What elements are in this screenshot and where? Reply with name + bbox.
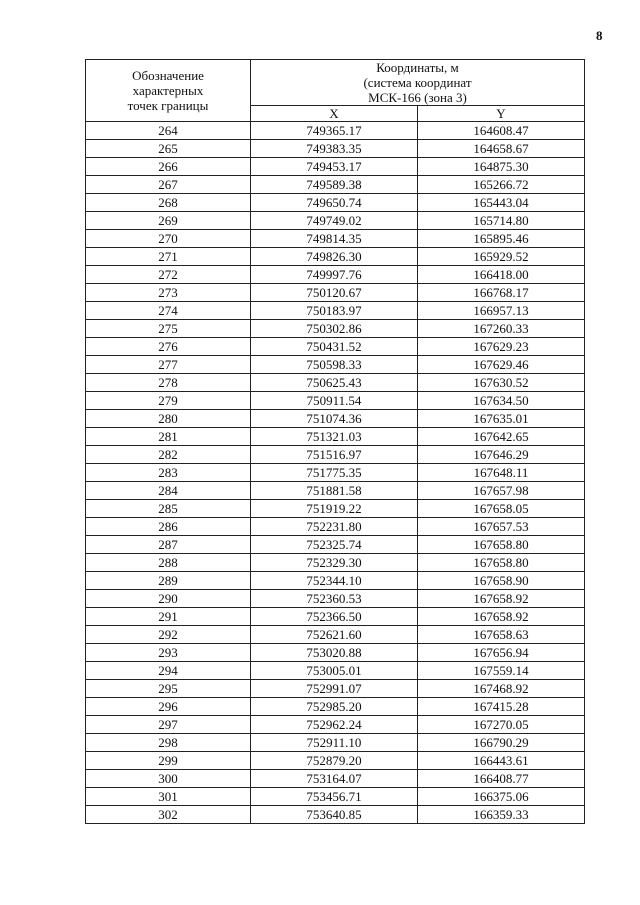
point-number-cell: 302: [86, 806, 251, 824]
y-coordinate-cell: 167658.92: [418, 590, 585, 608]
header-point-designation: Обозначение характерных точек границы: [86, 60, 251, 122]
table-row: [86, 428, 585, 446]
point-number-cell: 266: [86, 158, 251, 176]
table-row: [86, 752, 585, 770]
table-row: [86, 608, 585, 626]
x-coordinate-cell: 752962.24: [251, 716, 418, 734]
x-coordinate-cell: 750183.97: [251, 302, 418, 320]
point-number-cell: 290: [86, 590, 251, 608]
x-coordinate-cell: 749826.30: [251, 248, 418, 266]
table-row: [86, 536, 585, 554]
point-number-cell: 285: [86, 500, 251, 518]
y-coordinate-cell: 166957.13: [418, 302, 585, 320]
table-row: [86, 356, 585, 374]
table-row: [86, 500, 585, 518]
point-number-cell: 287: [86, 536, 251, 554]
point-number-cell: 272: [86, 266, 251, 284]
y-coordinate-cell: 167658.63: [418, 626, 585, 644]
x-coordinate-cell: 752325.74: [251, 536, 418, 554]
y-coordinate-cell: 167656.94: [418, 644, 585, 662]
coordinates-table: [85, 59, 585, 824]
table-row: [86, 176, 585, 194]
header-coordinates: Координаты, м (система координат МСК-166 (зона 3): [251, 60, 585, 106]
y-coordinate-cell: 167270.05: [418, 716, 585, 734]
x-coordinate-cell: 749749.02: [251, 212, 418, 230]
point-number-cell: 273: [86, 284, 251, 302]
point-number-cell: 294: [86, 662, 251, 680]
header-x: X: [251, 106, 418, 122]
point-number-cell: 297: [86, 716, 251, 734]
table-row: [86, 410, 585, 428]
table-row: [86, 302, 585, 320]
y-coordinate-cell: 167634.50: [418, 392, 585, 410]
table-row: [86, 788, 585, 806]
point-number-cell: 275: [86, 320, 251, 338]
point-number-cell: 280: [86, 410, 251, 428]
x-coordinate-cell: 751919.22: [251, 500, 418, 518]
x-coordinate-cell: 753005.01: [251, 662, 418, 680]
x-coordinate-cell: 750431.52: [251, 338, 418, 356]
point-number-cell: 271: [86, 248, 251, 266]
point-number-cell: 279: [86, 392, 251, 410]
y-coordinate-cell: 165895.46: [418, 230, 585, 248]
y-coordinate-cell: 167635.01: [418, 410, 585, 428]
page-number: 8: [596, 28, 603, 43]
table-row: [86, 248, 585, 266]
table-row: [86, 122, 585, 140]
point-number-cell: 283: [86, 464, 251, 482]
point-number-cell: 298: [86, 734, 251, 752]
point-number-cell: 265: [86, 140, 251, 158]
y-coordinate-cell: 167648.11: [418, 464, 585, 482]
x-coordinate-cell: 753456.71: [251, 788, 418, 806]
x-coordinate-cell: 751516.97: [251, 446, 418, 464]
x-coordinate-cell: 749814.35: [251, 230, 418, 248]
table-row: [86, 698, 585, 716]
point-number-cell: 277: [86, 356, 251, 374]
y-coordinate-cell: 167646.29: [418, 446, 585, 464]
x-coordinate-cell: 752621.60: [251, 626, 418, 644]
table-header: [86, 60, 585, 122]
y-coordinate-cell: 165266.72: [418, 176, 585, 194]
table-row: [86, 284, 585, 302]
point-number-cell: 264: [86, 122, 251, 140]
x-coordinate-cell: 752911.10: [251, 734, 418, 752]
x-coordinate-cell: 749453.17: [251, 158, 418, 176]
y-coordinate-cell: 167658.90: [418, 572, 585, 590]
table-row: [86, 680, 585, 698]
point-number-cell: 278: [86, 374, 251, 392]
y-coordinate-cell: 166359.33: [418, 806, 585, 824]
table-row: [86, 374, 585, 392]
table-row: [86, 716, 585, 734]
x-coordinate-cell: 752344.10: [251, 572, 418, 590]
y-coordinate-cell: 167658.80: [418, 554, 585, 572]
table-row: [86, 626, 585, 644]
table-row: [86, 662, 585, 680]
y-coordinate-cell: 167559.14: [418, 662, 585, 680]
point-number-cell: 289: [86, 572, 251, 590]
point-number-cell: 292: [86, 626, 251, 644]
table-row: [86, 158, 585, 176]
x-coordinate-cell: 750302.86: [251, 320, 418, 338]
x-coordinate-cell: 751775.35: [251, 464, 418, 482]
table-row: [86, 212, 585, 230]
table-row: [86, 230, 585, 248]
point-number-cell: 281: [86, 428, 251, 446]
y-coordinate-cell: 166443.61: [418, 752, 585, 770]
table-row: [86, 446, 585, 464]
table-row: [86, 554, 585, 572]
x-coordinate-cell: 751881.58: [251, 482, 418, 500]
point-number-cell: 274: [86, 302, 251, 320]
point-number-cell: 291: [86, 608, 251, 626]
point-number-cell: 267: [86, 176, 251, 194]
x-coordinate-cell: 751321.03: [251, 428, 418, 446]
x-coordinate-cell: 749365.17: [251, 122, 418, 140]
x-coordinate-cell: 753164.07: [251, 770, 418, 788]
y-coordinate-cell: 167629.23: [418, 338, 585, 356]
y-coordinate-cell: 167657.98: [418, 482, 585, 500]
y-coordinate-cell: 166375.06: [418, 788, 585, 806]
table-row: [86, 572, 585, 590]
y-coordinate-cell: 164658.67: [418, 140, 585, 158]
y-coordinate-cell: 167657.53: [418, 518, 585, 536]
y-coordinate-cell: 165714.80: [418, 212, 585, 230]
y-coordinate-cell: 165443.04: [418, 194, 585, 212]
point-number-cell: 288: [86, 554, 251, 572]
y-coordinate-cell: 167658.92: [418, 608, 585, 626]
x-coordinate-cell: 749589.38: [251, 176, 418, 194]
point-number-cell: 295: [86, 680, 251, 698]
header-y: Y: [418, 106, 585, 122]
point-number-cell: 270: [86, 230, 251, 248]
table-row: [86, 734, 585, 752]
point-number-cell: 293: [86, 644, 251, 662]
table-row: [86, 518, 585, 536]
point-number-cell: 300: [86, 770, 251, 788]
point-number-cell: 301: [86, 788, 251, 806]
y-coordinate-cell: 167629.46: [418, 356, 585, 374]
point-number-cell: 296: [86, 698, 251, 716]
x-coordinate-cell: 752329.30: [251, 554, 418, 572]
table-row: [86, 770, 585, 788]
y-coordinate-cell: 167642.65: [418, 428, 585, 446]
x-coordinate-cell: 749997.76: [251, 266, 418, 284]
point-number-cell: 299: [86, 752, 251, 770]
table-row: [86, 140, 585, 158]
x-coordinate-cell: 751074.36: [251, 410, 418, 428]
table-row: [86, 482, 585, 500]
y-coordinate-cell: 167468.92: [418, 680, 585, 698]
y-coordinate-cell: 166408.77: [418, 770, 585, 788]
point-number-cell: 276: [86, 338, 251, 356]
point-number-cell: 286: [86, 518, 251, 536]
y-coordinate-cell: 164608.47: [418, 122, 585, 140]
table-row: [86, 806, 585, 824]
x-coordinate-cell: 750625.43: [251, 374, 418, 392]
table-body: [86, 122, 585, 824]
point-number-cell: 282: [86, 446, 251, 464]
y-coordinate-cell: 164875.30: [418, 158, 585, 176]
table-row: [86, 194, 585, 212]
x-coordinate-cell: 752879.20: [251, 752, 418, 770]
x-coordinate-cell: 749650.74: [251, 194, 418, 212]
x-coordinate-cell: 752366.50: [251, 608, 418, 626]
y-coordinate-cell: 167658.80: [418, 536, 585, 554]
y-coordinate-cell: 165929.52: [418, 248, 585, 266]
table-row: [86, 266, 585, 284]
x-coordinate-cell: 753020.88: [251, 644, 418, 662]
x-coordinate-cell: 750120.67: [251, 284, 418, 302]
x-coordinate-cell: 752985.20: [251, 698, 418, 716]
table-row: [86, 392, 585, 410]
y-coordinate-cell: 167260.33: [418, 320, 585, 338]
x-coordinate-cell: 750598.33: [251, 356, 418, 374]
y-coordinate-cell: 166768.17: [418, 284, 585, 302]
y-coordinate-cell: 167630.52: [418, 374, 585, 392]
table-row: [86, 464, 585, 482]
point-number-cell: 268: [86, 194, 251, 212]
x-coordinate-cell: 752231.80: [251, 518, 418, 536]
x-coordinate-cell: 753640.85: [251, 806, 418, 824]
x-coordinate-cell: 752991.07: [251, 680, 418, 698]
y-coordinate-cell: 167658.05: [418, 500, 585, 518]
x-coordinate-cell: 749383.35: [251, 140, 418, 158]
x-coordinate-cell: 750911.54: [251, 392, 418, 410]
x-coordinate-cell: 752360.53: [251, 590, 418, 608]
table-row: [86, 590, 585, 608]
point-number-cell: 269: [86, 212, 251, 230]
table-row: [86, 338, 585, 356]
y-coordinate-cell: 167415.28: [418, 698, 585, 716]
table-row: [86, 644, 585, 662]
y-coordinate-cell: 166790.29: [418, 734, 585, 752]
y-coordinate-cell: 166418.00: [418, 266, 585, 284]
table-row: [86, 320, 585, 338]
point-number-cell: 284: [86, 482, 251, 500]
